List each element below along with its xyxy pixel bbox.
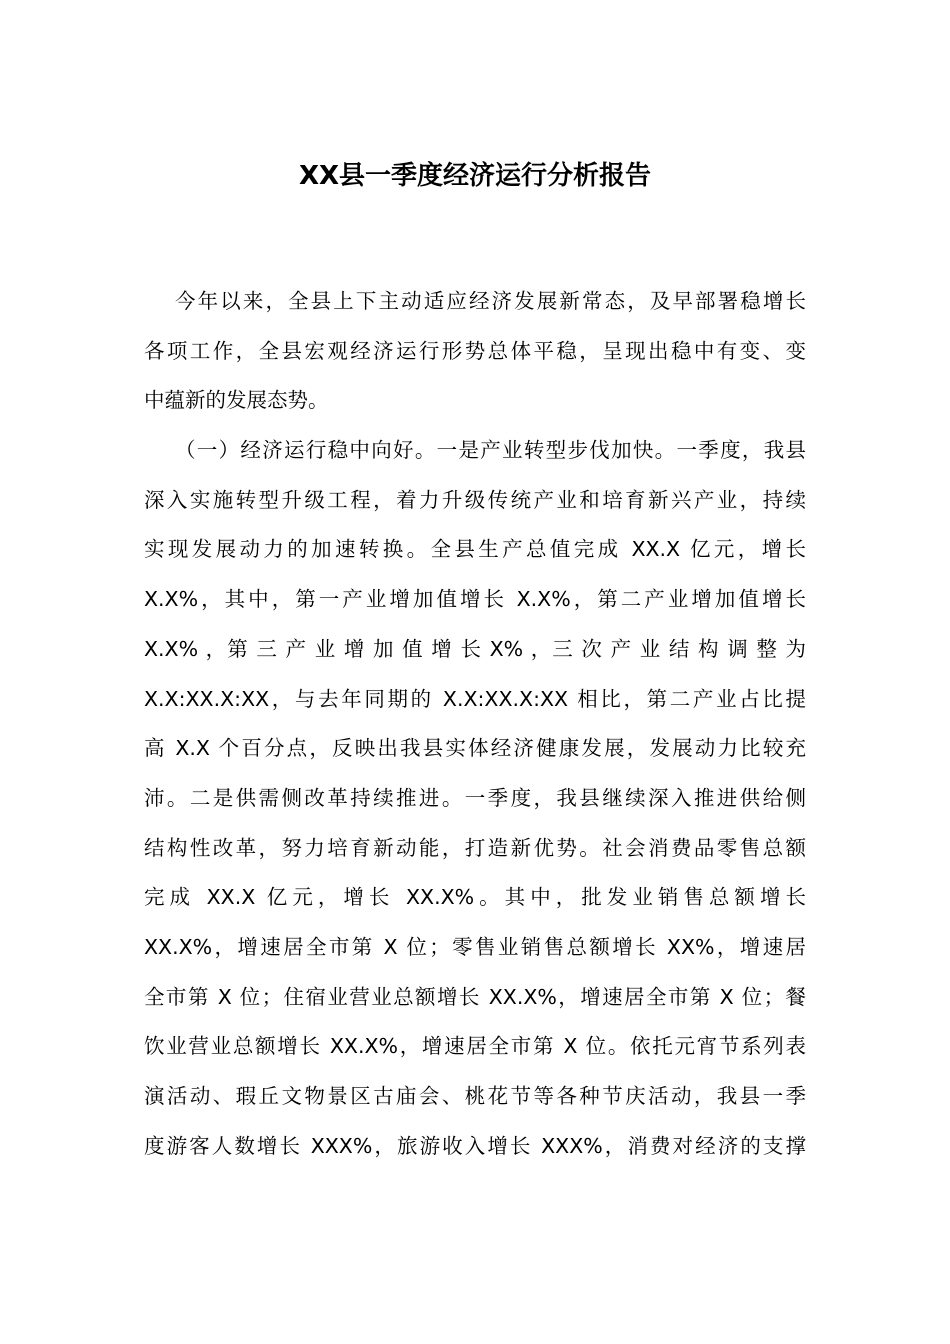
body-line: 沛。二是供需侧改革持续推进。一季度，我县继续深入推进供给侧 <box>144 785 806 810</box>
body-line: 各项工作，全县宏观经济运行形势总体平稳，呈现出稳中有变、变 <box>144 338 806 363</box>
body-line: （一）经济运行稳中向好。一是产业转型步伐加快。一季度，我县 <box>175 438 806 463</box>
body-line: XX.X%，增速居全市第 X 位；零售业销售总额增长 XX%，增速居 <box>144 934 806 959</box>
document-title: XX县一季度经济运行分析报告 <box>298 161 652 191</box>
body-line: 度游客人数增长 XXX%，旅游收入增长 XXX%，消费对经济的支撑 <box>144 1133 806 1158</box>
body-line: 今年以来，全县上下主动适应经济发展新常态，及早部署稳增长 <box>175 289 806 313</box>
body-line: X.X:XX.X:XX，与去年同期的 X.X:XX.X:XX 相比，第二产业占比提 <box>144 686 806 711</box>
body-line: X.X% ，第 三 产 业 增 加 值 增 长 X% ，三 次 产 业 结 构 调 整 为 <box>144 636 806 661</box>
body-line: 饮业营业总额增长 XX.X%，增速居全市第 X 位。依托元宵节系列表 <box>144 1034 806 1059</box>
body-line: 深入实施转型升级工程，着力升级传统产业和培育新兴产业，持续 <box>144 487 806 512</box>
body-line: 完成 XX.X 亿元，增长 XX.X%。其中，批发业销售总额增长 <box>144 885 806 910</box>
document-body <box>144 283 806 1177</box>
body-line: 演活动、瑕丘文物景区古庙会、桃花节等各种节庆活动，我县一季 <box>144 1084 806 1108</box>
body-line: 结构性改革，努力培育新动能，打造新优势。社会消费品零售总额 <box>144 835 806 860</box>
body-line: 全市第 X 位；住宿业营业总额增长 XX.X%，增速居全市第 X 位；餐 <box>144 984 806 1009</box>
body-line: 高 X.X 个百分点，反映出我县实体经济健康发展，发展动力比较充 <box>144 736 806 761</box>
body-line: 中蕴新的发展态势。 <box>144 388 329 413</box>
body-line: 实现发展动力的加速转换。全县生产总值完成 XX.X 亿元，增长 <box>144 537 806 562</box>
body-line: X.X%，其中，第一产业增加值增长 X.X%，第二产业增加值增长 <box>144 587 806 612</box>
